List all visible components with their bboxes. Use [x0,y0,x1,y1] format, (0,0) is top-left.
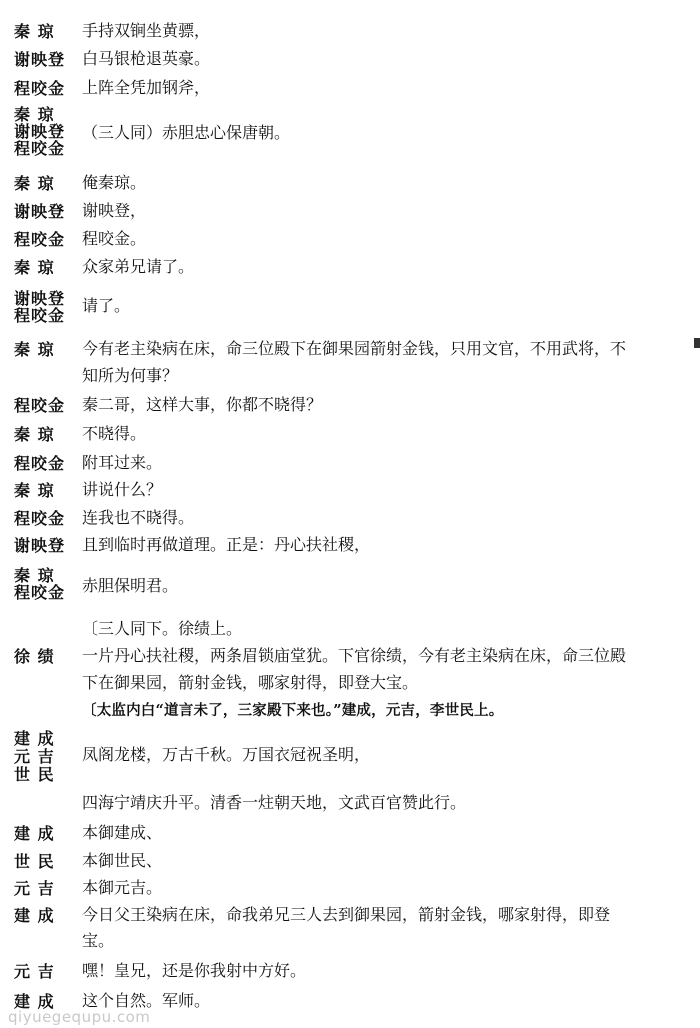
stage-direction-text: 〔三人同下。徐绩上。 [82,619,243,638]
line-text: 且到临时再做道理。正是：丹心扶社稷， [82,535,371,554]
speaker-label: 秦 琼 [14,259,55,276]
line-text: （三人同）赤胆忠心保唐朝。 [82,123,291,142]
speaker-label: 建 成 [14,993,55,1010]
line-text: 秦二哥，这样大事，你都不晓得？ [82,395,323,414]
stage-direction-text: 〔太监内白“道言未了，三家殿下来也。”建成，元吉，李世民上。 [82,702,504,719]
line-continuation: 知所为何事？ [82,366,179,385]
speaker-group: 谢映登 程咬金 [14,290,66,324]
speaker-group: 秦 琼 程咬金 [14,567,66,601]
speaker-label: 程咬金 [14,231,66,248]
line-text: 凤阁龙楼，万古千秋。万国衣冠祝圣明， [82,745,371,764]
line-text: 手持双锏坐黄骠， [82,21,211,40]
line-continuation: 宝。 [82,931,115,950]
speaker-label: 程咬金 [14,510,66,527]
speaker-label: 世 民 [14,853,55,870]
speaker-label: 秦 琼 [14,23,55,40]
line-text: 附耳过来。 [82,453,163,472]
line-text: 讲说什么？ [82,480,163,499]
speaker-label: 秦 琼 [14,341,55,358]
speaker-label: 谢映登 [14,203,66,220]
speaker-label: 秦 琼 [14,175,55,192]
line-continuation: 下在御果园，箭射金钱，哪家射得，即登大宝。 [82,673,419,692]
line-text: 嘿！皇兄，还是你我射中方好。 [82,961,307,980]
speaker-label: 程咬金 [14,80,66,97]
line-text: 连我也不晓得。 [82,508,195,527]
speaker-label: 元 吉 [14,880,55,897]
line-text: 本御世民、 [82,851,163,870]
speaker-label: 秦 琼 [14,426,55,443]
speaker-label: 徐 绩 [14,648,55,665]
line-text: 一片丹心扶社稷，两条眉锁庙堂犹。下官徐绩，今有老主染病在床，命三位殿 [82,646,627,665]
speaker-label: 建 成 [14,825,55,842]
speaker-group: 建 成 元 吉 世 民 [14,730,55,784]
scan-edge-mark [694,338,700,348]
line-text: 今日父王染病在床，命我弟兄三人去到御果园，箭射金钱，哪家射得，即登 [82,905,611,924]
watermark: qiyuegequpu.com [8,1008,151,1026]
speaker-label: 谢映登 [14,537,66,554]
speaker-label: 建 成 [14,907,55,924]
line-text: 众家弟兄请了。 [82,257,195,276]
line-text: 不晓得。 [82,424,147,443]
line-text: 今有老主染病在床，命三位殿下在御果园箭射金钱，只用文官，不用武将，不 [82,339,627,358]
verse-text: 四海宁靖庆升平。清香一炷朝天地，文武百官赞此行。 [82,793,467,812]
speaker-label: 谢映登 [14,51,66,68]
line-text: 俺秦琼。 [82,173,147,192]
line-text: 请了。 [82,296,131,315]
line-text: 程咬金。 [82,229,147,248]
speaker-label: 程咬金 [14,455,66,472]
line-text: 上阵全凭加钢斧， [82,78,211,97]
line-text: 白马银枪退英豪。 [82,49,211,68]
line-text: 谢映登， [82,201,147,220]
speaker-group: 秦 琼 谢映登 程咬金 [14,106,66,157]
line-text: 这个自然。军师。 [82,991,211,1010]
line-text: 本御建成、 [82,823,163,842]
speaker-label: 秦 琼 [14,482,55,499]
line-text: 赤胆保明君。 [82,576,179,595]
speaker-label: 程咬金 [14,397,66,414]
line-text: 本御元吉。 [82,878,163,897]
speaker-label: 元 吉 [14,963,55,980]
